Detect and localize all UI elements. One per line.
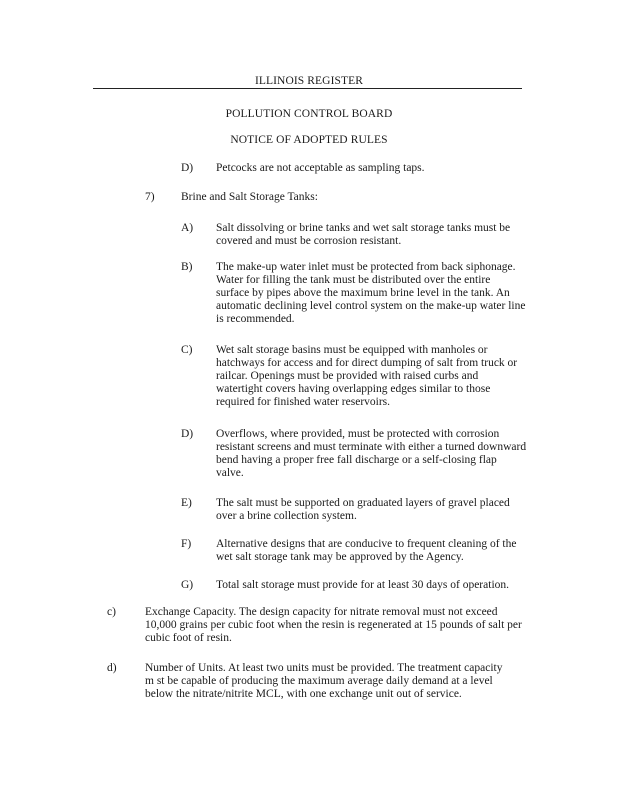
subitem-line: hatchways for access and for direct dumping of salt from truck or <box>216 357 518 369</box>
subitem-line: surface by pipes above the maximum brine level in the tank. An <box>216 287 510 299</box>
paragraph-line: below the nitrate/nitrite MCL, with one exchange unit out of service. <box>145 688 462 700</box>
subitem-label: D) <box>181 428 194 440</box>
register-title: ILLINOIS REGISTER <box>254 75 364 87</box>
subitem-line: bend having a proper free fall discharge or a self-closing flap <box>216 454 497 466</box>
paragraph-line: Number of Units. At least two units must be provided. The treatment capacity <box>145 662 503 674</box>
subitem-label: A) <box>181 222 194 234</box>
subitem-line: Total salt storage must provide for at least 30 days of operation. <box>216 579 510 591</box>
subitem-line: The make-up water inlet must be protected from back siphonage. <box>216 261 516 273</box>
subitem-line: Alternative designs that are conducive to frequent cleaning of the <box>216 538 517 550</box>
subitem-line: automatic declining level control system on the make-up water line <box>216 300 526 312</box>
subitem-label: E) <box>181 497 192 509</box>
item-label: D) <box>181 162 194 174</box>
subitem-line: watertight covers having overlapping edges similar to those <box>216 383 491 395</box>
subitem-line: is recommended. <box>216 313 295 325</box>
subitem-label: C) <box>181 344 193 356</box>
subitem-line: Overflows, where provided, must be protected with corrosion <box>216 428 500 440</box>
subitem-line: Wet salt storage basins must be equipped with manholes or <box>216 344 488 356</box>
subitem-line: wet salt storage tank may be approved by the Agency. <box>216 551 464 563</box>
paragraph-line: cubic foot of resin. <box>145 632 232 644</box>
board-title: POLLUTION CONTROL BOARD <box>225 108 393 120</box>
subitem-line: railcar. Openings must be provided with raised curbs and <box>216 370 479 382</box>
subitem-line: over a brine collection system. <box>216 510 357 522</box>
subitem-line: valve. <box>216 467 244 479</box>
section-heading: Brine and Salt Storage Tanks: <box>181 191 318 203</box>
subitem-line: The salt must be supported on graduated layers of gravel placed <box>216 497 510 509</box>
paragraph-label: d) <box>107 662 117 674</box>
subitem-line: covered and must be corrosion resistant. <box>216 235 402 247</box>
subitem-line: resistant screens and must terminate with either a turned downward <box>216 441 527 453</box>
section-label: 7) <box>145 191 155 203</box>
paragraph-line: 10,000 grains per cubic foot when the resin is regenerated at 15 pounds of salt per <box>145 619 522 631</box>
subitem-label: B) <box>181 261 193 273</box>
subitem-label: G) <box>181 579 194 591</box>
paragraph-label: c) <box>107 606 116 618</box>
item-text: Petcocks are not acceptable as sampling taps. <box>216 162 425 174</box>
header-rule <box>93 88 522 89</box>
paragraph-line: m st be capable of producing the maximum average daily demand at a level <box>145 675 493 687</box>
subitem-line: Salt dissolving or brine tanks and wet salt storage tanks must be <box>216 222 511 234</box>
notice-title: NOTICE OF ADOPTED RULES <box>230 134 388 146</box>
subitem-line: Water for filling the tank must be distributed over the entire <box>216 274 491 286</box>
subitem-label: F) <box>181 538 192 550</box>
subitem-line: required for finished water reservoirs. <box>216 396 391 408</box>
paragraph-line: Exchange Capacity. The design capacity for nitrate removal must not exceed <box>145 606 498 618</box>
